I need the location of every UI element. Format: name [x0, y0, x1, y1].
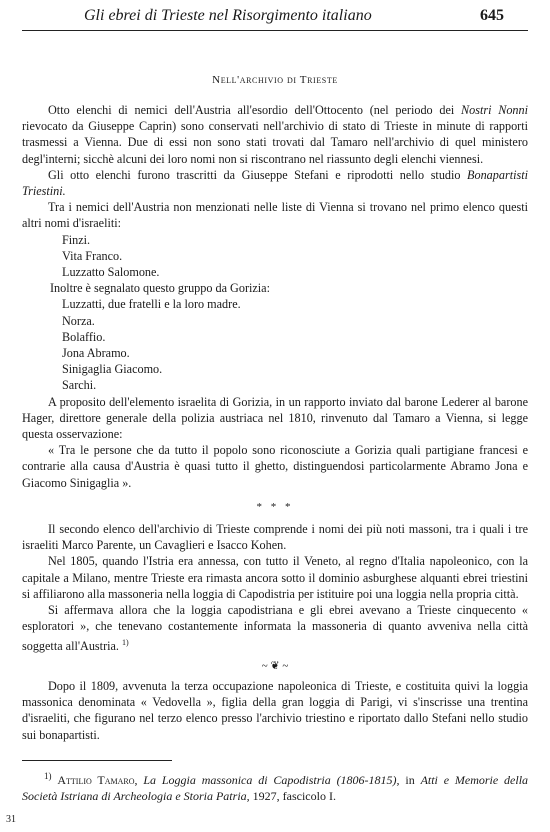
running-title: Gli ebrei di Trieste nel Risorgimento italiano	[84, 7, 372, 24]
paragraph-1-part-a: Otto elenchi di nemici dell'Austria all'esordio dell'Ottocento (nel periodo dei	[48, 103, 461, 117]
quotation: « Tra le persone che da tutto il popolo sono riconosciute a Gorizia quali partigiane francesi e contrarie alla causa d'Austria è quasi tutto il ghetto, distinguendosi particolarmente Abramo Jona e Giacomo Sinigaglia ».	[22, 443, 528, 490]
list-item: Sinigaglia Giacomo.	[62, 362, 163, 377]
paragraph-2	[22, 167, 528, 199]
header-rule	[22, 30, 528, 31]
paragraph-3: Tra i nemici dell'Austria non menzionati nelle liste di Vienna si trovano nel primo elenco questi altri nomi d'israeliti:	[22, 200, 528, 231]
page-number: 645	[480, 7, 504, 24]
paragraph-2-italic: Bonapartisti Triestini.	[22, 167, 528, 199]
footnote-author: Attilio Tamaro,	[57, 773, 138, 787]
footnote-in: in	[399, 773, 421, 787]
names-list-1	[22, 232, 528, 281]
footnote-reference: 1)	[122, 637, 129, 647]
footnote-marker: 1)	[44, 771, 52, 781]
paragraph-2-part-a: Gli otto elenchi furono trascritti da Giuseppe Stefani e riprodotti nello studio	[48, 167, 468, 182]
footnote-rest: 1927, fascicolo I.	[249, 789, 336, 803]
running-header	[84, 7, 504, 27]
list-item: Finzi.	[62, 232, 91, 247]
paragraph-6: Nel 1805, quando l'Istria era annessa, con tutto il Veneto, al regno d'Italia napoleonico, con la capitale a Milano, mentre Trieste era rimasta ancora sotto il dominio asburghese alquanti ebrei triestini si affiliarono alla massoneria nella loggia di Capodistria per istituire poi una loggia nella propria città.	[22, 554, 528, 601]
list-item: Luzzatti, due fratelli e la loro madre.	[62, 297, 241, 312]
names-list-2	[22, 296, 528, 393]
paragraph-7	[22, 602, 528, 654]
gorizia-intro: Inoltre è segnalato questo gruppo da Gorizia:	[50, 281, 270, 296]
list-item: Sarchi.	[62, 378, 97, 393]
list-item: Jona Abramo.	[62, 346, 130, 361]
list-item: Luzzatto Salomone.	[62, 265, 160, 280]
paragraph-5: Il secondo elenco dell'archivio di Trieste comprende i nomi dei più noti massoni, tra i quali i tre israeliti Marco Parente, un Cavaglieri e Isacco Kohen.	[22, 522, 528, 553]
footnote-years: (1806-1815),	[336, 773, 400, 787]
paragraph-7-text: Si affermava allora che la loggia capodistriana e gli ebrei avevano a Trieste cinquecento « esploratori », che tenevano costantemente informata la massoneria di quanto avveniva nella città soggetta all'Austria.	[22, 603, 528, 653]
footnote-rule	[22, 760, 172, 761]
printer-signature: 31	[6, 814, 16, 825]
body-text	[22, 102, 528, 743]
paragraph-1-part-c: rievocato da Giuseppe Caprin) sono conservati nell'archivio di stato di Trieste in minute di rapporti trasmessi a Vienna. Due di essi non sono stati trovati dal Tamaro nell'archivio di quel ministero degl'interni; sicchè alcuni dei loro nomi non si riscontrano nel riassunto degli elenchi viennesi.	[22, 119, 528, 166]
paragraph-4: A proposito dell'elemento israelita di Gorizia, in un rapporto inviato dal barone Lederer al barone Hager, direttore generale della polizia austriaca nel 1810, rinvenuto dal Tamaro a Vienna, si legge questa osservazione:	[22, 394, 528, 442]
list-item: Bolaffio.	[62, 329, 106, 344]
paragraph-8: Dopo il 1809, avvenuta la terza occupazione napoleonica di Trieste, e costituita quivi la loggia massonica denominata « Vedovella », figlia della gran loggia di Parigi, vi s'inscrisse una trentina d'israeliti, che figurano nel terzo elenco presso l'archivio triestino e riportato dallo Stefani nello studio sui bonapartisti.	[22, 678, 528, 742]
paragraph-1	[22, 102, 528, 167]
list-item: Norza.	[62, 313, 95, 328]
footnote-title: La Loggia massonica di Capodistria	[143, 773, 331, 787]
footnote-journal: Atti e Memorie della Società Istriana di Archeologia e Storia Patria,	[22, 773, 529, 803]
section-separator-stars: * * *	[256, 500, 294, 513]
footnote	[22, 768, 528, 804]
list-item: Vita Franco.	[62, 248, 123, 263]
section-title: Nell'archivio di Trieste	[212, 74, 338, 86]
paragraph-1-italic: Nostri Nonni	[461, 103, 529, 117]
ornament-separator: ~ ❦ ~	[261, 659, 289, 672]
